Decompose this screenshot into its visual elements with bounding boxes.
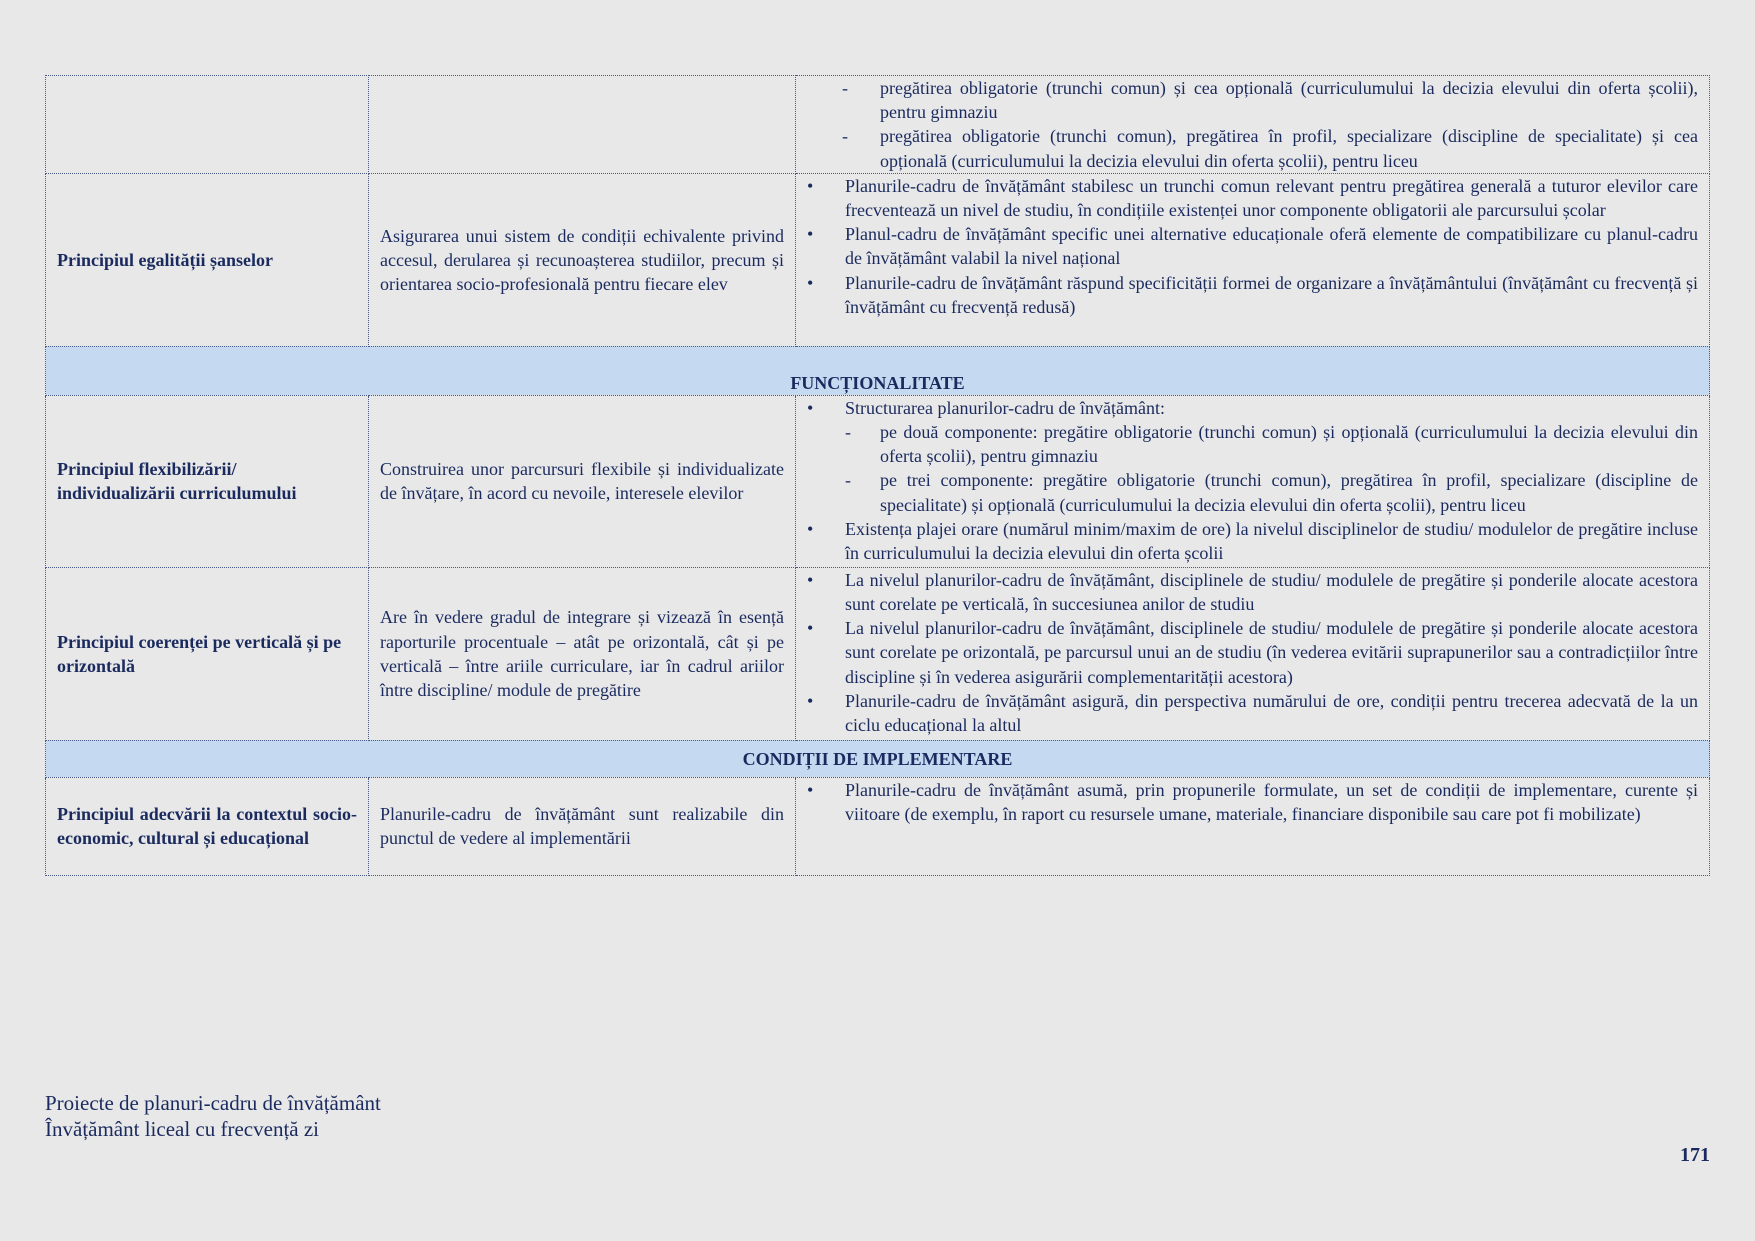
footer-line: Învățământ liceal cu frecvență zi (45, 1117, 320, 1141)
sub-list-item: - pe două componente: pregătire obligatorie (trunchi comun) și opțională (curriculumului la decizia elevului din oferta școlii), pentru gimnaziu (845, 420, 1698, 468)
list-item: • Planul-cadru de învățământ specific unei alternative educaționale oferă elemente de compatibilizare cu planul-cadru de învățământ valabil la nivel național (807, 222, 1698, 270)
description-cell: Are în vedere gradul de integrare și vizează în esență raporturile procentuale – atât pe orizontală, cât și pe verticală – între ariile curriculare, iar în cadrul ariilor între discipline/ module de pregătire (369, 567, 796, 740)
table-row (46, 76, 1710, 174)
footer-line: Proiecte de planuri-cadru de învățământ (45, 1091, 381, 1115)
section-header-row (46, 740, 1710, 777)
details-cell (796, 395, 1710, 567)
details-cell (796, 76, 1710, 174)
list-item: • Planurile-cadru de învățământ asigură, din perspectiva numărului de ore, condiții pentru trecerea adecvată de la un ciclu educațional la altul (807, 689, 1698, 737)
principles-table (45, 75, 1710, 876)
list-item: • La nivelul planurilor-cadru de învățământ, disciplinele de studiu/ modulele de pregătire și ponderile alocate acestora sunt corelate pe orizontală, pe parcursul unui an de studiu (în vederea evitării suprapunerilor sau a contradicțiilor între discipline și în vederea asigurării complementarității acestora) (807, 616, 1698, 689)
details-cell (796, 777, 1710, 875)
page-number: 171 (1680, 1144, 1710, 1166)
page-footer (45, 1090, 381, 1142)
table-row (46, 395, 1710, 567)
table-row (46, 777, 1710, 875)
sub-list-item: - pe trei componente: pregătire obligatorie (trunchi comun), pregătirea în profil, specializare (discipline de specialitate) și opțională (curriculumului la decizia elevului din oferta școlii), pentru liceu (845, 468, 1698, 516)
description-cell: Construirea unor parcursuri flexibile și individualizate de învățare, în acord cu nevoile, interesele elevilor (369, 395, 796, 567)
table-row (46, 567, 1710, 740)
section-title-functionalitate: FUNCȚIONALITATE (46, 346, 1710, 395)
list-item: - pregătirea obligatorie (trunchi comun) și cea opțională (curriculumului la decizia elevului din oferta școlii), pentru gimnaziu (807, 76, 1698, 124)
description-cell: Asigurarea unui sistem de condiții echivalente privind accesul, derularea și recunoașterea studiilor, precum și orientarea socio-profesională pentru fiecare elev (369, 173, 796, 346)
table-row (46, 173, 1710, 346)
list-item-text: Structurarea planurilor-cadru de învățământ: (845, 397, 1166, 418)
description-cell: Planurile-cadru de învățământ sunt realizabile din punctul de vedere al implementării (369, 777, 796, 875)
principle-cell: Principiul flexibilizării/ individualizării curriculumului (46, 395, 369, 567)
section-title-conditii: CONDIȚII DE IMPLEMENTARE (46, 740, 1710, 777)
principle-cell (46, 76, 369, 174)
list-item: - pregătirea obligatorie (trunchi comun), pregătirea în profil, specializare (discipline de specialitate) și cea opțională (curriculumului la decizia elevului din oferta școlii), pentru liceu (807, 124, 1698, 172)
list-item (807, 396, 1698, 517)
details-cell (796, 567, 1710, 740)
list-item: • Planurile-cadru de învățământ răspund specificității formei de organizare a învățământului (învățământ cu frecvență și învățământ cu frecvență redusă) (807, 271, 1698, 319)
list-item: • La nivelul planurilor-cadru de învățământ, disciplinele de studiu/ modulele de pregătire și ponderile alocate acestora sunt corelate pe verticală, în succesiunea anilor de studiu (807, 568, 1698, 616)
principle-cell: Principiul egalității șanselor (46, 173, 369, 346)
description-cell (369, 76, 796, 174)
principle-cell: Principiul coerenței pe verticală și pe orizontală (46, 567, 369, 740)
list-item: • Planurile-cadru de învățământ stabilesc un trunchi comun relevant pentru pregătirea generală a tuturor elevilor care frecventează un nivel de studiu, în condițiile existenței unor componente obligatorii ale parcursului școlar (807, 174, 1698, 222)
list-item: • Planurile-cadru de învățământ asumă, prin propunerile formulate, un set de condiții de implementare, curente și viitoare (de exemplu, în raport cu resursele umane, materiale, financiare disponibile sau care pot fi mobilizate) (807, 778, 1698, 826)
details-cell (796, 173, 1710, 346)
principle-cell: Principiul adecvării la contextul socio-economic, cultural și educațional (46, 777, 369, 875)
section-header-row (46, 346, 1710, 395)
list-item: • Existența plajei orare (numărul minim/maxim de ore) la nivelul disciplinelor de studiu/ modulelor de pregătire incluse în curriculumului la decizia elevului din oferta școlii (807, 517, 1698, 565)
